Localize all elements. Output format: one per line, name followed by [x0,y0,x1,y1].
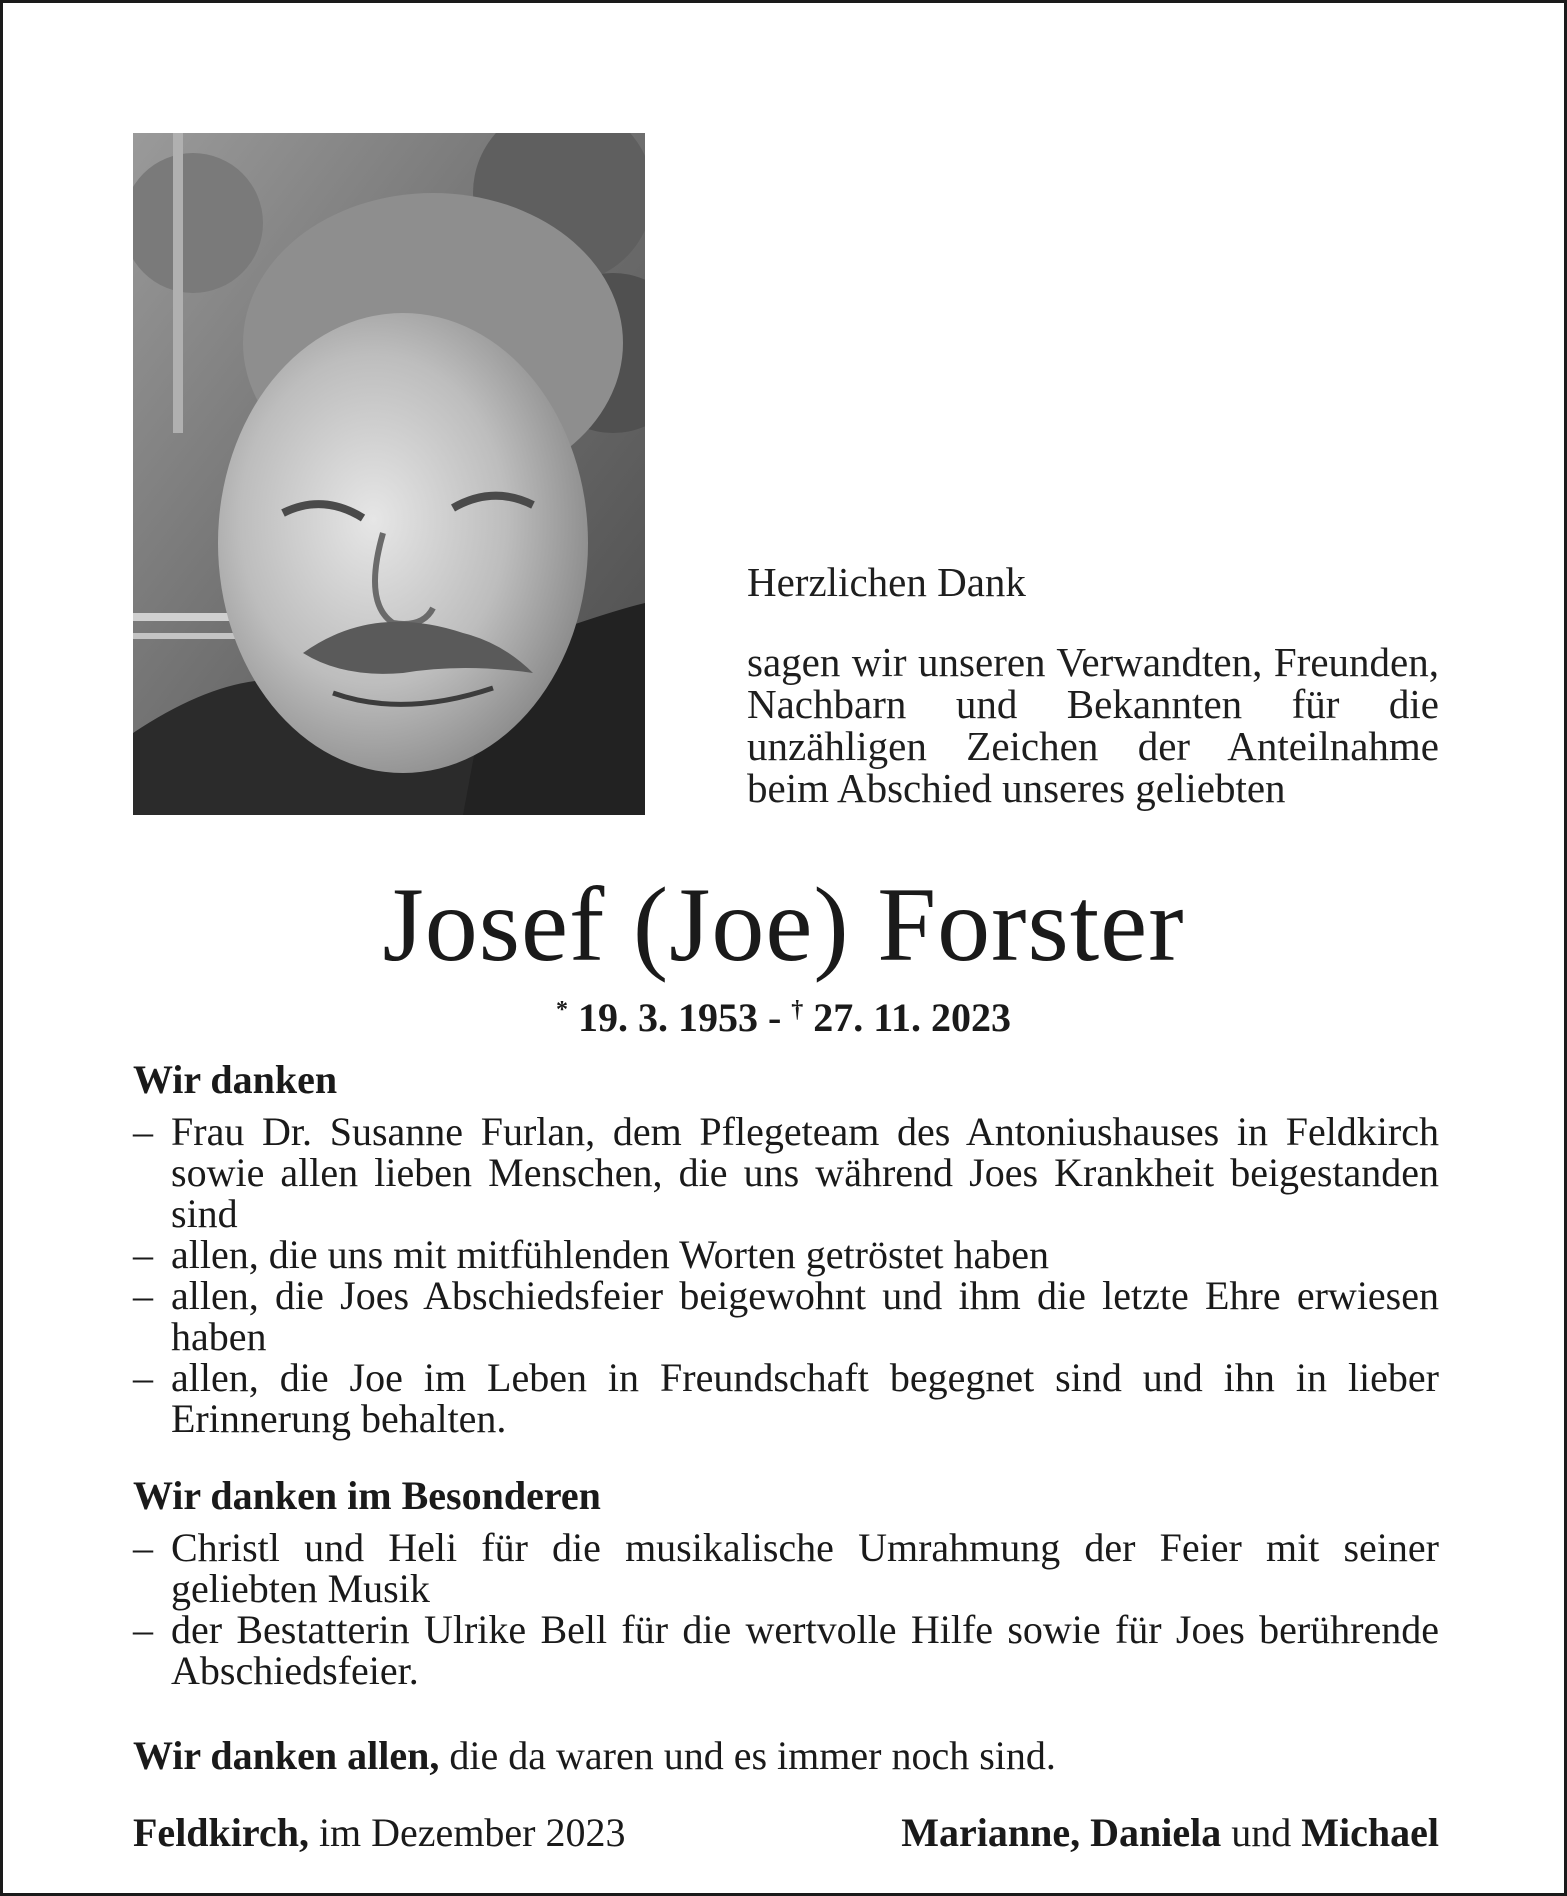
bullet-dash: – [133,1109,153,1154]
list-item-text: Frau Dr. Susanne Furlan, dem Pflegeteam des Antoniushauses in Feldkirch sowie allen lieben Menschen, die uns während Joes Krankheit beigestanden sind [171,1109,1439,1236]
bullet-dash: – [133,1273,153,1318]
list-item-text: der Bestatterin Ulrike Bell für die wertvolle Hilfe sowie für Joes berührende Abschiedsfeier. [171,1607,1439,1693]
thanks-list [133,1111,1439,1439]
list-item [133,1275,1439,1357]
list-item [133,1111,1439,1234]
closing-text: die da waren und es immer noch sind. [449,1733,1056,1778]
list-item-text: allen, die Joe im Leben in Freundschaft begegnet sind und ihn in lieber Erinnerung behalten. [171,1355,1439,1441]
date-separator: - [767,995,782,1040]
signatory-1: Marianne, [901,1810,1081,1855]
deceased-name: Josef (Joe) Forster [382,866,1185,983]
closing-line [133,1731,1439,1781]
list-item [133,1357,1439,1439]
intro-block [747,561,1439,809]
life-dates [3,985,1564,1043]
bullet-dash: – [133,1525,153,1570]
intro-text: sagen wir unseren Verwandten, Freunden, Nachbarn und Bekannten für die unzähligen Zeichen der Anteilnahme beim Abschied unseres geliebten [747,639,1439,811]
birth-date: 19. 3. 1953 [577,995,758,1040]
thanks-heading: Wir danken [133,1057,338,1102]
special-thanks-section [133,1471,1439,1691]
list-item-text: allen, die uns mit mitfühlenden Worten getröstet haben [171,1232,1050,1277]
list-item [133,1609,1439,1691]
list-item-text: allen, die Joes Abschiedsfeier beigewohnt und ihm die letzte Ehre erwiesen haben [171,1273,1439,1359]
signatory-conjunction: und [1231,1810,1292,1855]
bullet-dash: – [133,1355,153,1400]
date: im Dezember 2023 [318,1810,626,1855]
closing-bold: Wir danken allen, [133,1733,440,1778]
bullet-dash: – [133,1607,153,1652]
list-item-text: Christl und Heli für die musikalische Umrahmung der Feier mit seiner geliebten Musik [171,1525,1439,1611]
list-item [133,1527,1439,1609]
bullet-dash: – [133,1232,153,1277]
death-date: 27. 11. 2023 [813,995,1012,1040]
special-thanks-list [133,1527,1439,1691]
birth-symbol: * [555,997,568,1023]
death-symbol: † [791,997,804,1023]
portrait-illustration [133,133,645,815]
place-date [133,1808,626,1858]
signatories [901,1808,1439,1858]
special-thanks-heading: Wir danken im Besonderen [133,1473,601,1518]
thanks-section [133,1055,1439,1691]
signatory-2: Daniela [1090,1810,1222,1855]
list-item [133,1234,1439,1275]
signatory-3: Michael [1301,1810,1439,1855]
greeting: Herzlichen Dank [747,559,1026,605]
place: Feldkirch, [133,1810,309,1855]
portrait-photo [133,133,645,815]
